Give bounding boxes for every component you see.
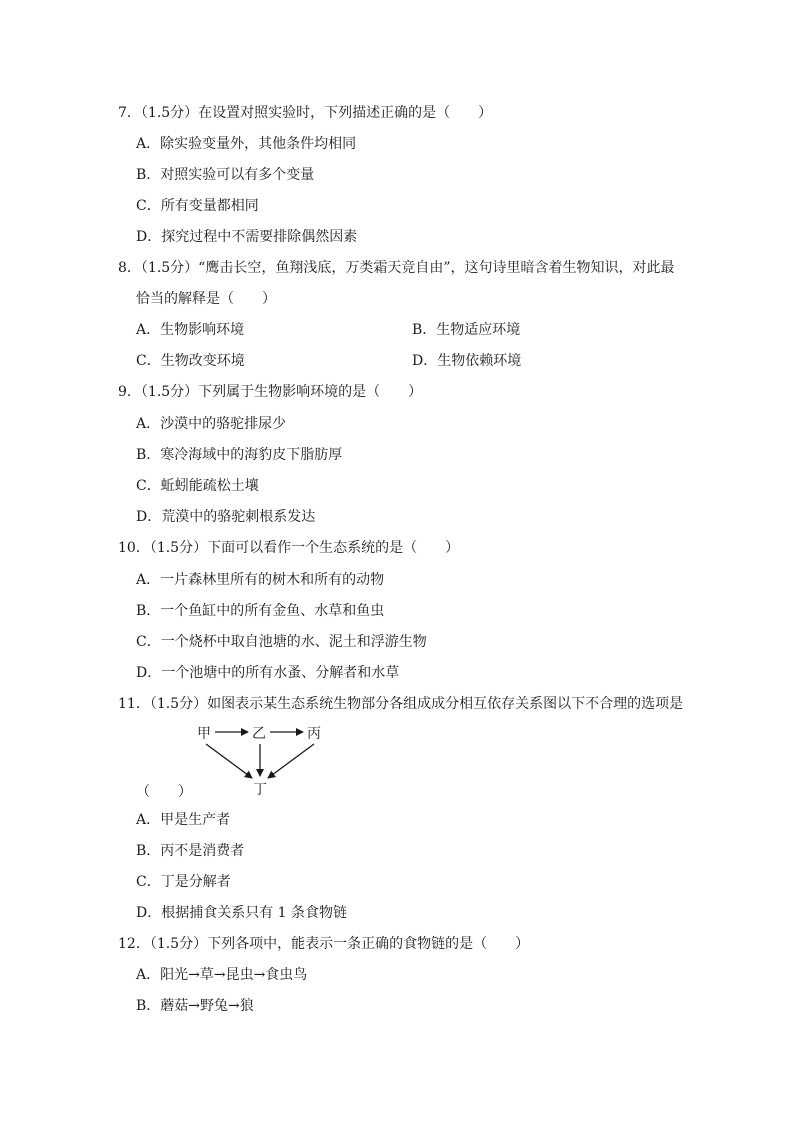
question-11-option-c: C．丁是分解者 bbox=[136, 874, 231, 890]
question-10-option-d: D．一个池塘中的所有水蚤、分解者和水草 bbox=[136, 665, 400, 681]
question-7-option-b: B．对照实验可以有多个变量 bbox=[136, 167, 315, 183]
question-12-option-a: A．阳光→草→昆虫→食虫鸟 bbox=[136, 967, 308, 983]
question-7-option-d: D．探究过程中不需要排除偶然因素 bbox=[136, 229, 358, 245]
question-11-option-b: B．丙不是消费者 bbox=[136, 843, 245, 859]
question-9-option-b: B．寒冷海域中的海豹皮下脂肪厚 bbox=[136, 447, 343, 463]
question-10-option-a: A．一片森林里所有的树木和所有的动物 bbox=[136, 572, 385, 588]
food-web-diagram bbox=[190, 718, 340, 798]
question-11-stem: 11．（1.5分）如图表示某生态系统生物部分各组成成分相互依存关系图以下不合理的选项是 bbox=[118, 696, 684, 712]
question-7-option-a: A．除实验变量外，其他条件均相同 bbox=[136, 136, 357, 152]
node-ding: 丁 bbox=[253, 782, 267, 798]
arrow-bing-to-ding bbox=[268, 744, 314, 778]
question-10-stem: 10．（1.5分）下面可以看作一个生态系统的是（ ） bbox=[118, 540, 460, 556]
question-8-stem-line1: 8．（1.5分）“鹰击长空，鱼翔浅底，万类霜天竞自由”，这句诗里暗含着生物知识，对此最 bbox=[118, 260, 675, 276]
question-9-option-c: C．蚯蚓能疏松土壤 bbox=[136, 478, 259, 494]
question-10-option-b: B．一个鱼缸中的所有金鱼、水草和鱼虫 bbox=[136, 603, 385, 619]
question-10-option-c: C．一个烧杯中取自池塘的水、泥土和浮游生物 bbox=[136, 634, 427, 650]
arrow-jia-to-ding bbox=[206, 744, 252, 778]
question-9-option-a: A．沙漠中的骆驼排尿少 bbox=[136, 416, 287, 432]
node-bing: 丙 bbox=[307, 726, 321, 742]
question-9-option-d: D．荒漠中的骆驼刺根系发达 bbox=[136, 509, 316, 525]
question-7-option-c: C．所有变量都相同 bbox=[136, 198, 259, 214]
question-12-option-b: B．蘑菇→野兔→狼 bbox=[136, 998, 254, 1014]
question-12-stem: 12．（1.5分）下列各项中，能表示一条正确的食物链的是（ ） bbox=[118, 936, 530, 952]
question-11-option-a: A．甲是生产者 bbox=[136, 812, 231, 828]
question-8-option-a: A．生物影响环境 bbox=[136, 322, 245, 338]
question-11-option-d: D．根据捕食关系只有 1 条食物链 bbox=[136, 905, 348, 921]
question-8-option-c: C．生物改变环境 bbox=[136, 353, 245, 369]
question-8-option-b: B．生物适应环境 bbox=[412, 322, 521, 338]
question-9-stem: 9．（1.5分）下列属于生物影响环境的是（ ） bbox=[118, 384, 423, 400]
question-8-stem-line2: 恰当的解释是（ ） bbox=[136, 291, 276, 307]
question-7-stem: 7．（1.5分）在设置对照实验时，下列描述正确的是（ ） bbox=[118, 105, 493, 121]
question-8-option-d: D．生物依赖环境 bbox=[412, 353, 522, 369]
node-yi: 乙 bbox=[252, 726, 266, 742]
question-11-bracket: （ ） bbox=[136, 784, 192, 800]
node-jia: 甲 bbox=[197, 726, 211, 742]
